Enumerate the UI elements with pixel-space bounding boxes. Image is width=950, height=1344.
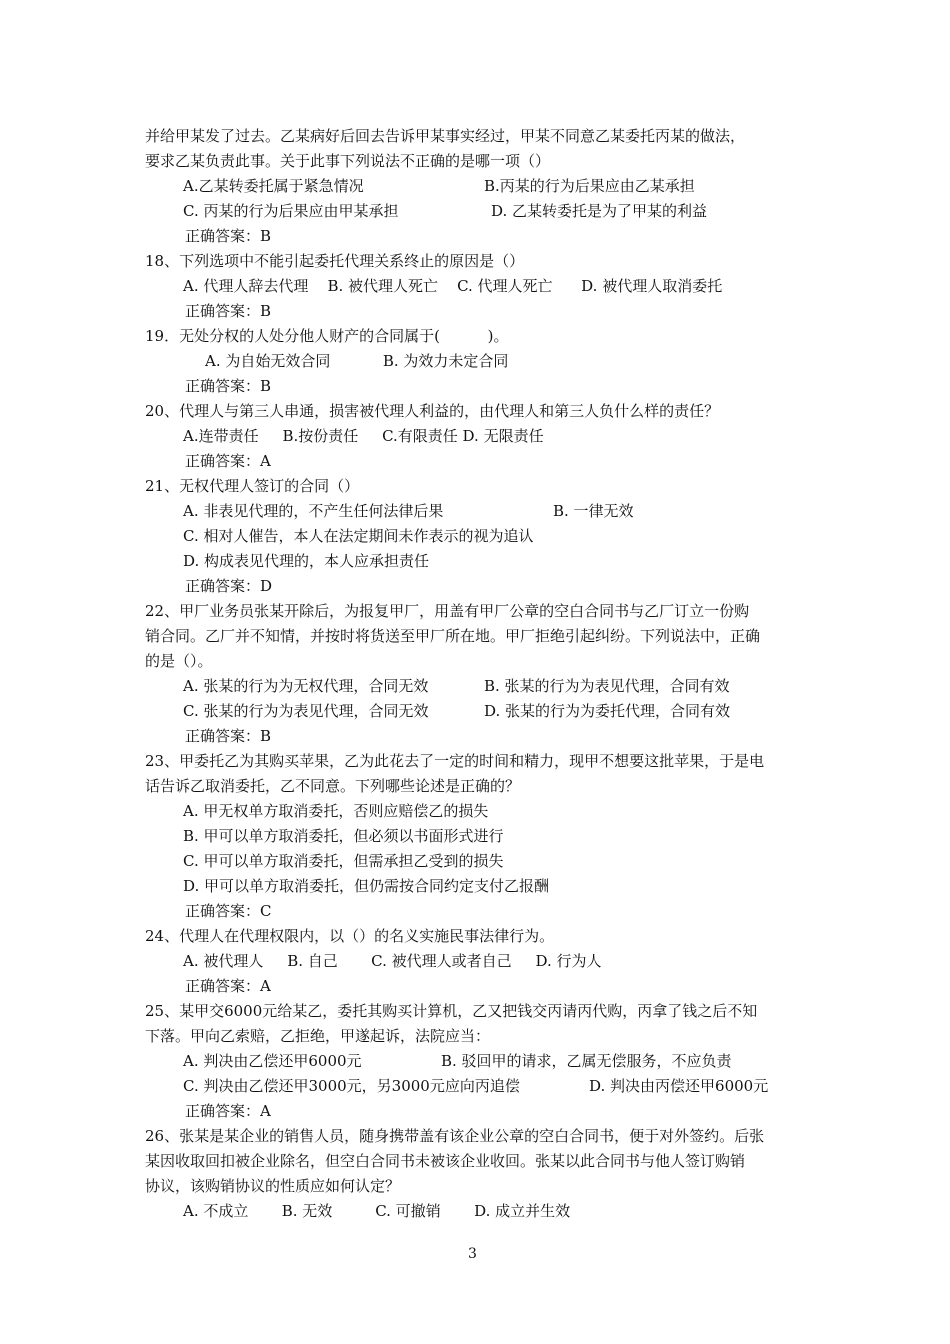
option-a: A. 甲无权单方取消委托，否则应赔偿乙的损失 xyxy=(183,802,489,820)
option-c: C. 相对人催告，本人在法定期间未作表示的视为追认 xyxy=(183,527,534,545)
text-line: 协议，该购销协议的性质应如何认定？ xyxy=(145,1177,401,1195)
options-18: A. 代理人辞去代理 B. 被代理人死亡 C. 代理人死亡 D. 被代理人取消委托 xyxy=(183,277,723,295)
answer-line: 正确答案：A xyxy=(185,452,271,470)
question-24: 24、代理人在代理权限内，以（）的名义实施民事法律行为。 xyxy=(145,927,555,945)
text-line: 的是（）。 xyxy=(145,652,213,670)
option-a: A.乙某转委托属于紧急情况 xyxy=(183,177,364,195)
option-b: B.丙某的行为后果应由乙某承担 xyxy=(484,177,695,195)
answer-line: 正确答案：B xyxy=(185,727,272,745)
option-d: D. 张某的行为为委托代理，合同有效 xyxy=(484,702,731,720)
text-line: 并给甲某发了过去。乙某病好后回去告诉甲某事实经过，甲某不同意乙某委托丙某的做法， xyxy=(145,127,746,145)
option-d: D. 乙某转委托是为了甲某的利益 xyxy=(491,202,708,220)
option-d: D. 构成表见代理的，本人应承担责任 xyxy=(183,552,430,570)
answer-line: 正确答案：D xyxy=(185,577,273,595)
question-20: 20、代理人与第三人串通，损害被代理人利益的，由代理人和第三人负什么样的责任？ xyxy=(145,402,720,420)
question-21: 21、无权代理人签订的合同（） xyxy=(145,477,360,495)
option-c: C. 丙某的行为后果应由甲某承担 xyxy=(183,202,399,220)
question-25: 25、某甲交6000元给某乙，委托其购买计算机，乙又把钱交丙请丙代购，丙拿了钱之后不知 xyxy=(145,1002,758,1020)
question-26: 26、张某是某企业的销售人员，随身携带盖有该企业公章的空白合同书，便于对外签约。后张 xyxy=(145,1127,765,1145)
answer-line: 正确答案：A xyxy=(185,977,271,995)
question-23: 23、甲委托乙为其购买苹果，乙为此花去了一定的时间和精力，现甲不想要这批苹果，于是电 xyxy=(145,752,765,770)
text-line: 要求乙某负责此事。关于此事下列说法不正确的是哪一项（） xyxy=(145,152,551,170)
option-a: A. 判决由乙偿还甲6000元 xyxy=(183,1052,362,1070)
answer-line: 正确答案：B xyxy=(185,377,272,395)
options-19: A. 为自始无效合同 B. 为效力未定合同 xyxy=(205,352,509,370)
option-c: C. 张某的行为为表见代理，合同无效 xyxy=(183,702,429,720)
option-a: A. 非表见代理的，不产生任何法律后果 xyxy=(183,502,444,520)
option-c: C. 甲可以单方取消委托，但需承担乙受到的损失 xyxy=(183,852,504,870)
text-line: 话告诉乙取消委托，乙不同意。下列哪些论述是正确的？ xyxy=(145,777,521,795)
option-d: D. 判决由丙偿还甲6000元 xyxy=(589,1077,769,1095)
answer-line: 正确答案：C xyxy=(185,902,272,920)
options-26: A. 不成立 B. 无效 C. 可撤销 D. 成立并生效 xyxy=(183,1202,571,1220)
text-line: 销合同。乙厂并不知情，并按时将货送至甲厂所在地。甲厂拒绝引起纠纷。下列说法中，正确 xyxy=(145,627,761,645)
option-d: D. 甲可以单方取消委托，但仍需按合同约定支付乙报酬 xyxy=(183,877,550,895)
option-b: B. 一律无效 xyxy=(553,502,634,520)
question-22: 22、甲厂业务员张某开除后，为报复甲厂，用盖有甲厂公章的空白合同书与乙厂订立一份购 xyxy=(145,602,750,620)
option-b: B. 甲可以单方取消委托，但必须以书面形式进行 xyxy=(183,827,504,845)
question-19: 19．无处分权的人处分他人财产的合同属于( )。 xyxy=(145,327,509,345)
options-20: A.连带责任 B.按份责任 C.有限责任 D. 无限责任 xyxy=(183,427,544,445)
question-18: 18、下列选项中不能引起委托代理关系终止的原因是（） xyxy=(145,252,525,270)
answer-line: 正确答案：B xyxy=(185,227,272,245)
option-b: B. 驳回甲的请求，乙属无偿服务，不应负责 xyxy=(441,1052,732,1070)
page-number: 3 xyxy=(468,1246,477,1262)
option-b: B. 张某的行为为表见代理，合同有效 xyxy=(484,677,730,695)
text-line: 下落。甲向乙索赔，乙拒绝，甲遂起诉，法院应当： xyxy=(145,1027,491,1045)
option-a: A. 张某的行为为无权代理，合同无效 xyxy=(183,677,429,695)
option-c: C. 判决由乙偿还甲3000元，另3000元应向丙追偿 xyxy=(183,1077,520,1095)
options-24: A. 被代理人 B. 自己 C. 被代理人或者自己 D. 行为人 xyxy=(183,952,602,970)
text-line: 某因收取回扣被企业除名，但空白合同书未被该企业收回。张某以此合同书与他人签订购销 xyxy=(145,1152,746,1170)
answer-line: 正确答案：B xyxy=(185,302,272,320)
answer-line: 正确答案：A xyxy=(185,1102,271,1120)
